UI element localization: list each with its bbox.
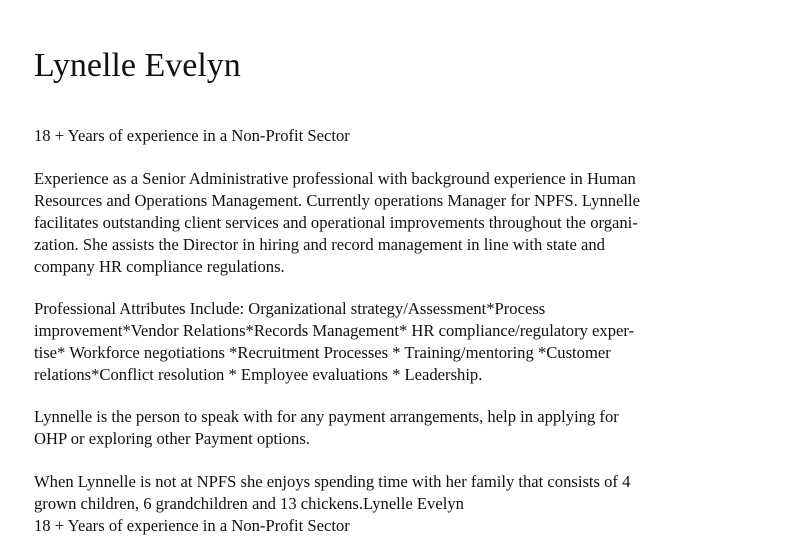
- summary-line: facilitates outstanding client services and operational improvements throughout the organi-: [34, 213, 638, 232]
- person-name: Lynelle Evelyn: [34, 47, 241, 84]
- attributes-line: relations*Conflict resolution * Employee evaluations * Leadership.: [34, 365, 483, 384]
- payment-line: Lynnelle is the person to speak with for any payment arrangements, help in applying for: [34, 407, 619, 426]
- personal-line: When Lynnelle is not at NPFS she enjoys spending time with her family that consists of 4: [34, 472, 631, 491]
- summary-line: Experience as a Senior Administrative professional with background experience in Human: [34, 169, 636, 188]
- attributes-line: tise* Workforce negotiations *Recruitment Processes * Training/mentoring *Customer: [34, 343, 611, 362]
- summary-paragraph: [34, 168, 640, 278]
- personal-line: grown children, 6 grandchildren and 13 chickens.Lynelle Evelyn: [34, 494, 464, 513]
- attributes-line: Professional Attributes Include: Organizational strategy/Assessment*Process: [34, 299, 546, 318]
- payment-line: OHP or exploring other Payment options.: [34, 429, 310, 448]
- summary-line: company HR compliance regulations.: [34, 257, 285, 276]
- experience-heading-text: 18 + Years of experience in a Non-Profit Sector: [34, 126, 350, 145]
- personal-line: 18 + Years of experience in a Non-Profit Sector: [34, 516, 350, 535]
- payment-paragraph: [34, 406, 619, 450]
- attributes-line: improvement*Vendor Relations*Records Management* HR compliance/regulatory exper-: [34, 321, 635, 340]
- personal-paragraph: [34, 471, 630, 537]
- attributes-paragraph: [34, 298, 634, 386]
- experience-heading: [34, 125, 350, 147]
- summary-line: zation. She assists the Director in hiring and record management in line with state and: [34, 235, 605, 254]
- summary-line: Resources and Operations Management. Currently operations Manager for NPFS. Lynnelle: [34, 191, 640, 210]
